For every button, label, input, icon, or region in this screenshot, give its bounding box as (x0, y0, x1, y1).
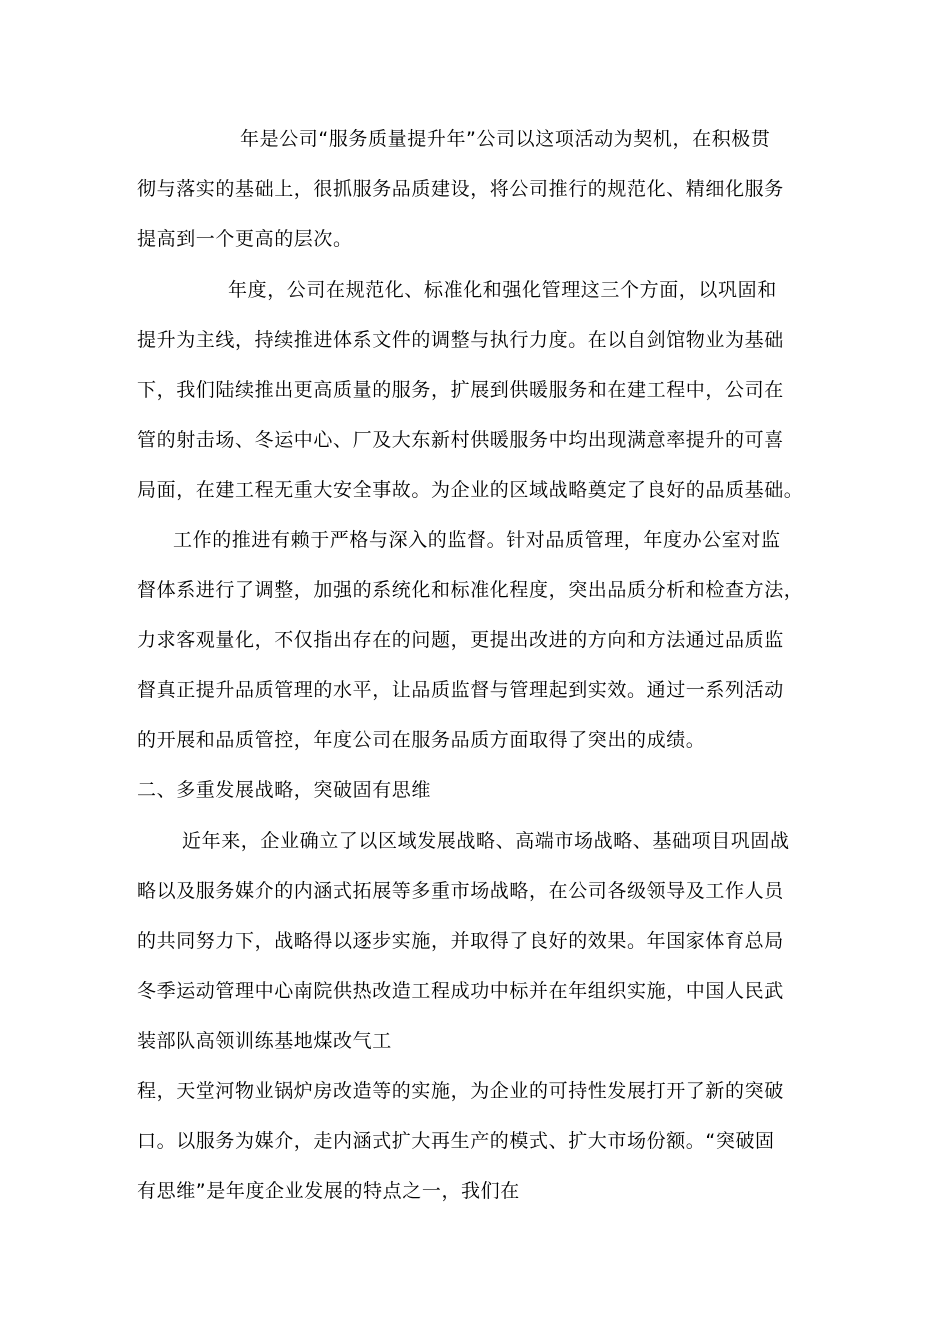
paragraph-2-line-4: 管的射击场、冬运中心、厂及大东新村供暖服务中均出现满意率提升的可喜 (137, 429, 784, 451)
paragraph-1-line-1: 年是公司“服务质量提升年”公司以这项活动为契机，在积极贯 (240, 128, 771, 150)
paragraph-2-line-2: 提升为主线，持续推进体系文件的调整与执行力度。在以自剑馆物业为基础 (137, 329, 784, 351)
paragraph-1-line-3: 提高到一个更高的层次。 (137, 228, 353, 250)
paragraph-4-line-1: 近年来，企业确立了以区域发展战略、高端市场战略、基础项目巩固战 (182, 830, 790, 852)
paragraph-4-line-5: 装部队高领训练基地煤改气工 (137, 1030, 392, 1052)
paragraph-3-line-5: 的开展和品质管控，年度公司在服务品质方面取得了突出的成绩。 (137, 729, 706, 751)
paragraph-3-line-4: 督真正提升品质管理的水平，让品质监督与管理起到实效。通过一系列活动 (137, 679, 784, 701)
paragraph-4-line-2: 略以及服务媒介的内涵式拓展等多重市场战略，在公司各级领导及工作人员 (137, 880, 784, 902)
paragraph-2-line-3: 下，我们陆续推出更高质量的服务，扩展到供暖服务和在建工程中，公司在 (137, 379, 784, 401)
paragraph-2-line-5: 局面，在建工程无重大安全事故。为企业的区域战略奠定了良好的品质基础。 (137, 479, 804, 501)
paragraph-4-line-3: 的共同努力下，战略得以逐步实施，并取得了良好的效果。年国家体育总局 (137, 930, 784, 952)
paragraph-4-line-4: 冬季运动管理中心南院供热改造工程成功中标并在年组织实施，中国人民武 (137, 980, 784, 1002)
paragraph-5-line-3: 有思维”是年度企业发展的特点之一，我们在 (137, 1180, 520, 1202)
paragraph-2-line-1: 年度，公司在规范化、标准化和强化管理这三个方面，以巩固和 (228, 279, 777, 301)
paragraph-3-line-3: 力求客观量化，不仅指出存在的问题，更提出改进的方向和方法通过品质监 (137, 629, 784, 651)
paragraph-3-line-2: 督体系进行了调整，加强的系统化和标准化程度，突出品质分析和检查方法， (137, 579, 804, 601)
paragraph-5-line-2: 口。以服务为媒介，走内涵式扩大再生产的模式、扩大市场份额。“突破固 (137, 1130, 775, 1152)
paragraph-3-line-1: 工作的推进有赖于严格与深入的监督。针对品质管理，年度办公室对监 (173, 529, 781, 551)
paragraph-5-line-1: 程，天堂河物业锅炉房改造等的实施，为企业的可持性发展打开了新的突破 (137, 1080, 784, 1102)
paragraph-1-line-2: 彻与落实的基础上，很抓服务品质建设，将公司推行的规范化、精细化服务 (137, 178, 784, 200)
section-heading: 二、多重发展战略，突破固有思维 (137, 779, 432, 801)
